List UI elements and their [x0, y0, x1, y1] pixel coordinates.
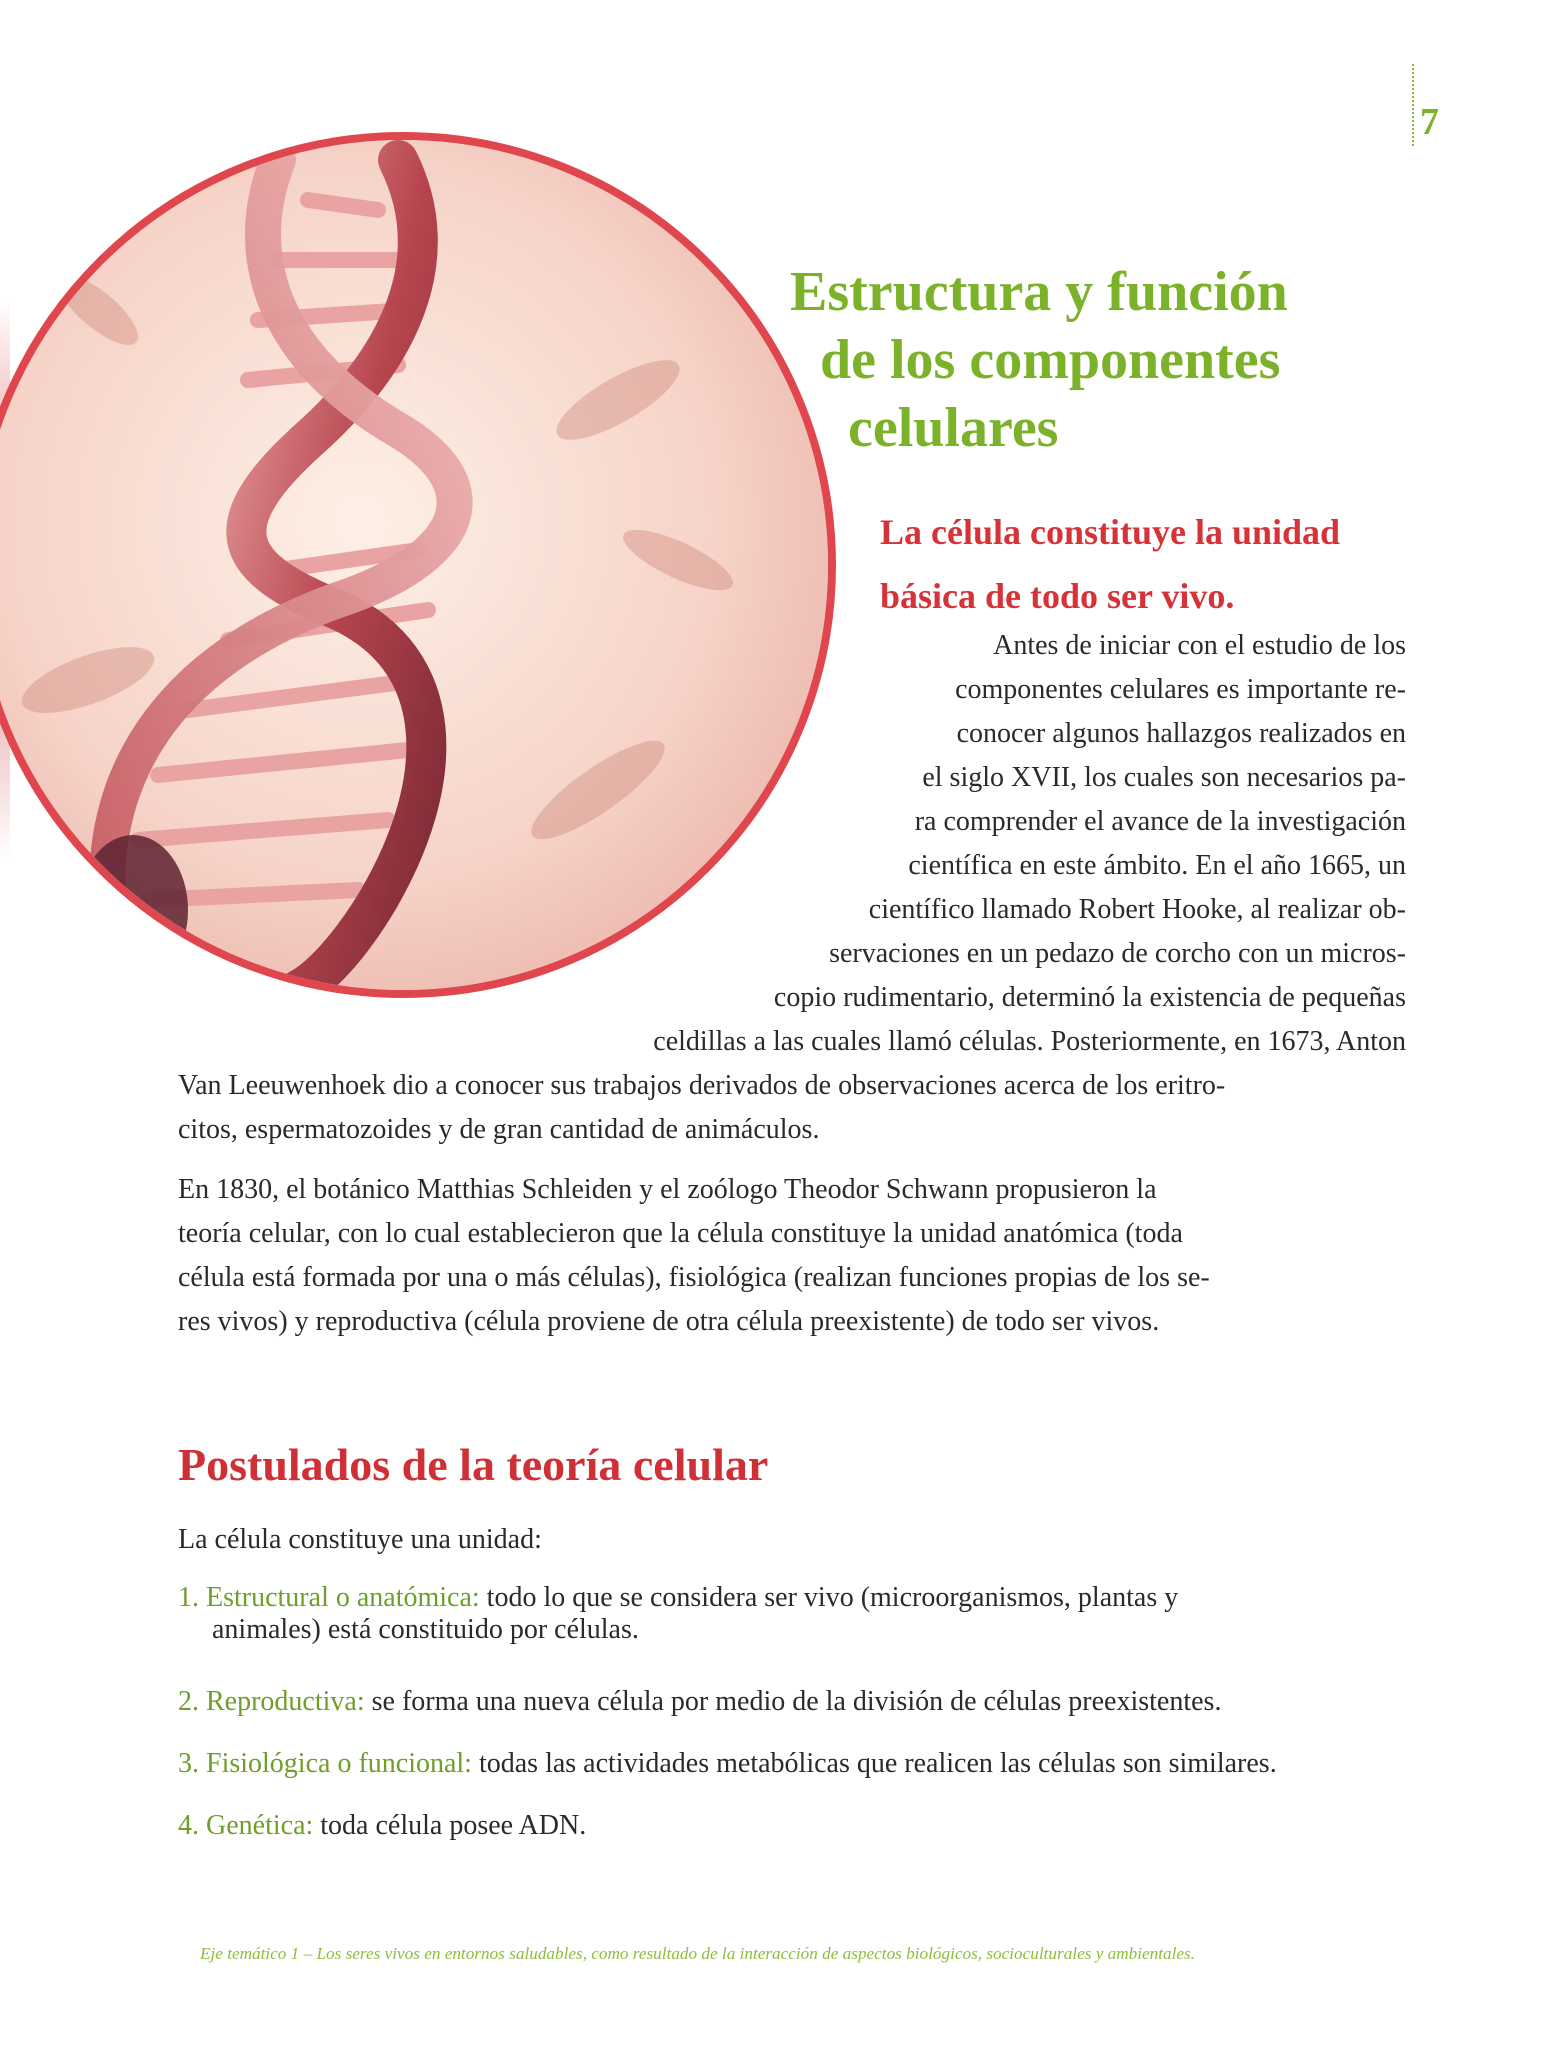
postulate-text: toda célula posee ADN. — [313, 1810, 587, 1841]
postulates-intro: La célula constituye una unidad: — [178, 1524, 542, 1555]
subtitle — [880, 500, 1340, 628]
postulate-number: 1. — [178, 1582, 199, 1613]
dna-image — [0, 132, 836, 998]
postulate-item — [178, 1810, 586, 1842]
postulate-term: Genética: — [206, 1810, 314, 1841]
paragraph-line: conocer algunos hallazgos realizados en — [956, 718, 1406, 749]
postulate-number: 2. — [178, 1686, 199, 1717]
paragraph-line: Van Leeuwenhoek dio a conocer sus trabajos derivados de observaciones acerca de los eritro- — [178, 1070, 1226, 1101]
paragraph-line: célula está formada por una o más células), fisiológica (realizan funciones propias de los se- — [178, 1262, 1210, 1293]
title-line: Estructura y función — [790, 261, 1288, 323]
postulate-number: 4. — [178, 1810, 199, 1841]
title-line: de los componentes — [820, 329, 1281, 391]
postulate-text: todas las actividades metabólicas que realicen las células son similares. — [471, 1748, 1277, 1779]
postulate-term: Estructural o anatómica: — [206, 1582, 480, 1613]
paragraph-line: copio rudimentario, determinó la existencia de pequeñas — [773, 982, 1406, 1013]
paragraph-line: citos, espermatozoides y de gran cantidad de animáculos. — [178, 1114, 820, 1145]
paragraph-line: Antes de iniciar con el estudio de los — [993, 630, 1406, 661]
postulate-term: Reproductiva: — [206, 1686, 365, 1717]
title-line: celulares — [848, 397, 1059, 459]
paragraph-line: servaciones en un pedazo de corcho con un micros- — [829, 938, 1406, 969]
page-footer: Eje temático 1 – Los seres vivos en entornos saludables, como resultado de la interacción de aspectos biológicos, socioculturales y ambientales. — [200, 1944, 1195, 1963]
postulate-item — [178, 1686, 1221, 1718]
postulate-text: se forma una nueva célula por medio de la división de células preexistentes. — [364, 1686, 1222, 1717]
subtitle-line: básica de todo ser vivo. — [880, 576, 1235, 616]
paragraph-line: ra comprender el avance de la investigación — [914, 806, 1406, 837]
subtitle-line: La célula constituye la unidad — [880, 512, 1341, 552]
paragraph-line: res vivos) y reproductiva (célula proviene de otra célula preexistente) de todo ser vivos. — [178, 1306, 1160, 1337]
postulate-number: 3. — [178, 1748, 199, 1779]
paragraph-line: científico llamado Robert Hooke, al realizar ob- — [868, 894, 1406, 925]
page-title — [790, 258, 1288, 462]
paragraph-line: científica en este ámbito. En el año 1665, un — [908, 850, 1406, 881]
postulate-item — [178, 1582, 1178, 1646]
section-title: Postulados de la teoría celular — [178, 1439, 769, 1490]
paragraph-line: En 1830, el botánico Matthias Schleiden y el zoólogo Theodor Schwann propusieron la — [178, 1174, 1157, 1205]
paragraph-line: componentes celulares es importante re- — [955, 674, 1406, 705]
postulate-term: Fisiológica o funcional: — [206, 1748, 472, 1779]
page-number: 7 — [1420, 101, 1439, 143]
paragraph-line: el siglo XVII, los cuales son necesarios pa- — [922, 762, 1406, 793]
page-number-rule — [1412, 64, 1414, 146]
postulate-continuation: animales) está constituido por células. — [212, 1614, 639, 1645]
paragraph-line: teoría celular, con lo cual establecieron que la célula constituye la unidad anatómica (toda — [178, 1218, 1183, 1249]
paragraph-line: celdillas a las cuales llamó células. Posteriormente, en 1673, Anton — [653, 1026, 1406, 1057]
dna-helix-icon — [0, 140, 828, 990]
postulate-text: todo lo que se considera ser vivo (microorganismos, plantas y — [479, 1582, 1179, 1613]
postulate-item — [178, 1748, 1277, 1780]
